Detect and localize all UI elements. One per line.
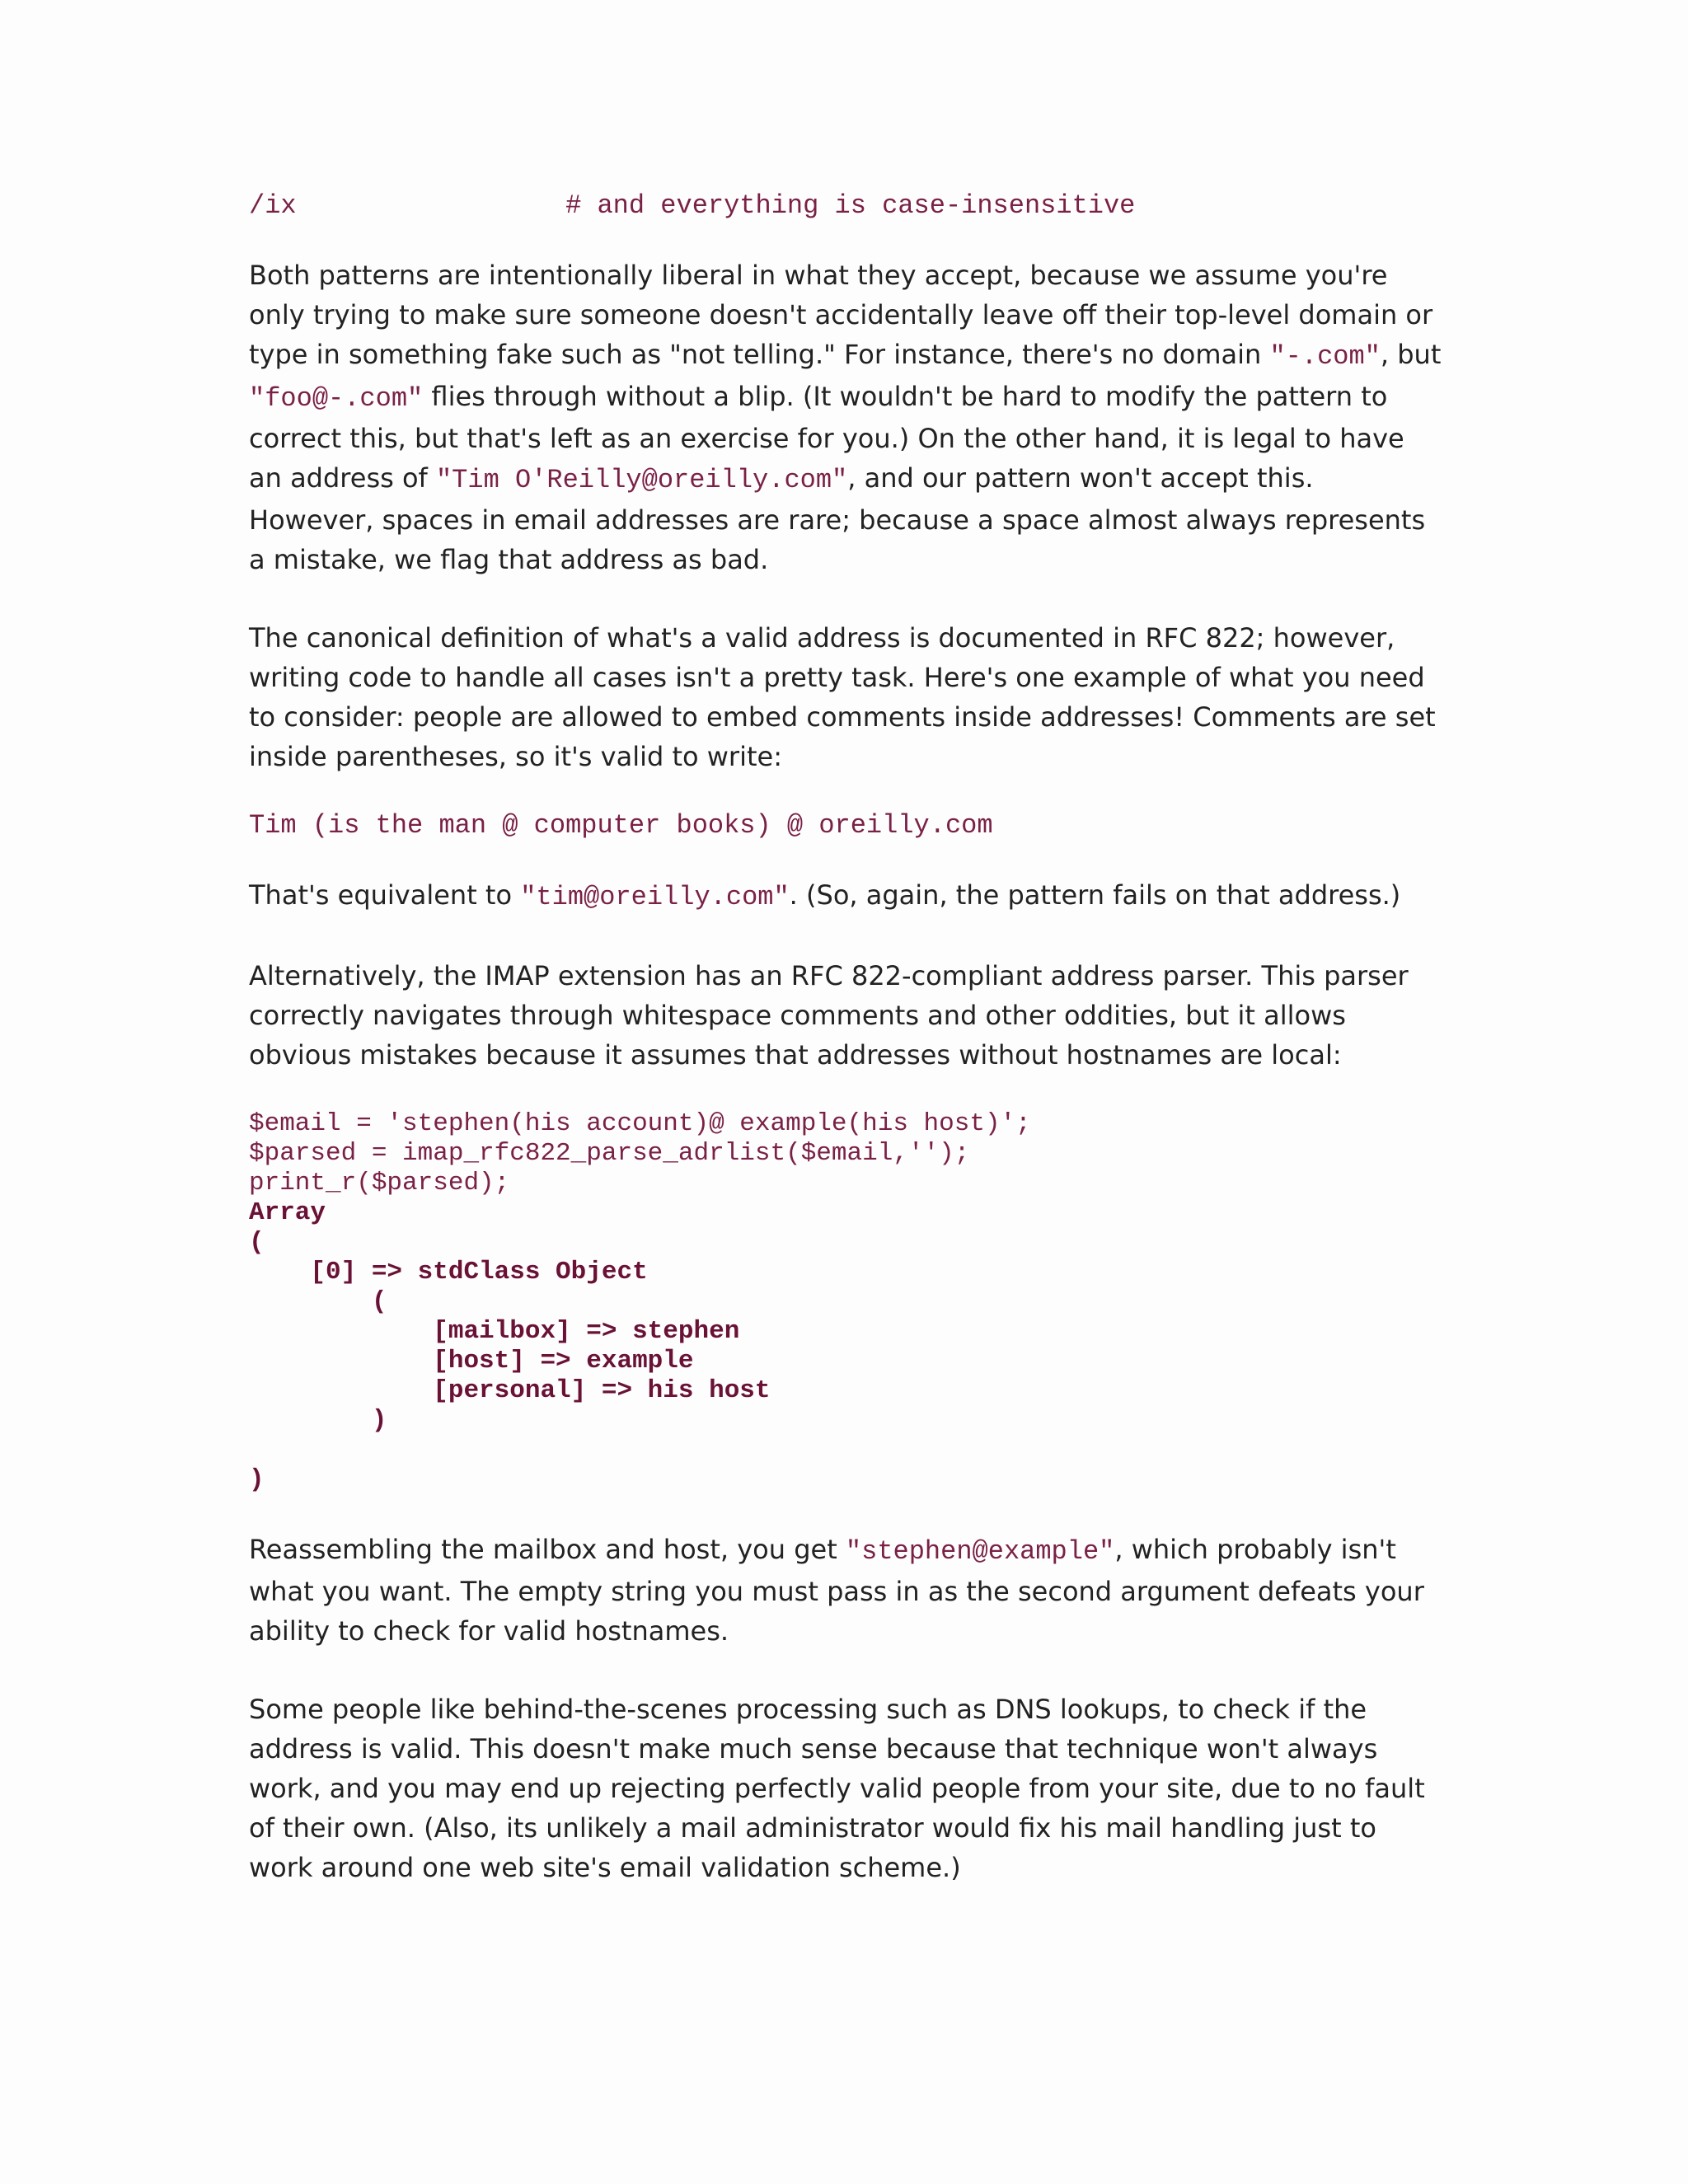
paragraph-text: Both patterns are intentionally liberal in what they accept, because we assume you're only trying to make sure someone doesn't accidentally leave off their top-level domain or type in something fake such as "not telling." For instance, there's no domain [249, 260, 1433, 370]
paragraph-text: , but [1380, 339, 1442, 370]
paragraph-rfc822: The canonical definition of what's a valid address is documented in RFC 822; however, writing code to handle all cases isn't a pretty task. Here's one example of what you need to consider: people are allowed to embed comments inside addresses! Comments are set inside parentheses, so it's valid to write: [249, 622, 1436, 772]
paragraph-equivalent [249, 875, 1444, 917]
output-line: ( [249, 1287, 387, 1316]
inline-code-tim-address: "Tim O'Reilly@oreilly.com" [435, 465, 848, 495]
paragraph-reassembling [249, 1530, 1444, 1651]
inline-code-domain: "-.com" [1269, 341, 1381, 372]
document-page [249, 191, 1444, 1887]
paragraph-text: flies through without a blip. (It wouldn't be hard to modify the pattern to correct this, but that's left as an exercise for you.) On the other hand, it is legal to have an address of [249, 381, 1404, 494]
paragraph-text: , and our pattern won't accept this. However, spaces in email addresses are rare; because a space almost always represents a mistake, we flag that address as bad. [249, 462, 1426, 575]
output-line: [personal] => his host [249, 1376, 771, 1405]
code-line-regex-flags [249, 191, 1444, 221]
paragraph-text: , which probably isn't what you want. The empty string you must pass in as the second argument defeats your ability to check for valid hostnames. [249, 1534, 1424, 1647]
inline-code-tim-oreilly: "tim@oreilly.com" [520, 882, 790, 912]
output-line: [mailbox] => stephen [249, 1317, 740, 1346]
code-example-comment-address: Tim (is the man @ computer books) @ oreilly.com [249, 810, 993, 841]
output-line: [host] => example [249, 1347, 694, 1376]
code-line: $parsed = imap_rfc822_parse_adrlist($email,''); [249, 1139, 970, 1168]
output-line: ) [249, 1465, 265, 1494]
paragraph-text: . (So, again, the pattern fails on that address.) [789, 879, 1401, 911]
inline-code-foo-address: "foo@-.com" [249, 383, 424, 414]
code-spacing [297, 190, 565, 221]
paragraph-text: That's equivalent to [249, 879, 521, 911]
code-block-imap-example [249, 1109, 1444, 1495]
paragraph-text: Reassembling the mailbox and host, you get [249, 1534, 846, 1565]
paragraph-liberal-patterns [249, 255, 1444, 579]
paragraph-dns-lookups: Some people like behind-the-scenes processing such as DNS lookups, to check if the address is valid. This doesn't make much sense because that technique won't always work, and you may end up rejecting perfectly valid people from your site, due to no fault of their own. (Also, its unlikely a mail administrator would fix his mail handling just to work around one web site's email validation scheme.) [249, 1694, 1425, 1883]
inline-code-stephen-example: "stephen@example" [845, 1536, 1115, 1567]
output-line: Array [249, 1198, 326, 1227]
code-line: print_r($parsed); [249, 1169, 510, 1197]
regex-comment: # and everything is case-insensitive [565, 190, 1136, 221]
code-line: $email = 'stephen(his account)@ example(his host)'; [249, 1109, 1031, 1138]
paragraph-imap-parser: Alternatively, the IMAP extension has an RFC 822-compliant address parser. This parser correctly navigates through whitespace comments and other oddities, but it allows obvious mistakes because it assumes that addresses without hostnames are local: [249, 960, 1409, 1071]
regex-flags: /ix [249, 190, 297, 221]
output-line: [0] => stdClass Object [249, 1258, 648, 1286]
output-line [249, 1436, 1444, 1465]
output-line: ( [249, 1228, 265, 1257]
output-line: ) [249, 1406, 387, 1435]
